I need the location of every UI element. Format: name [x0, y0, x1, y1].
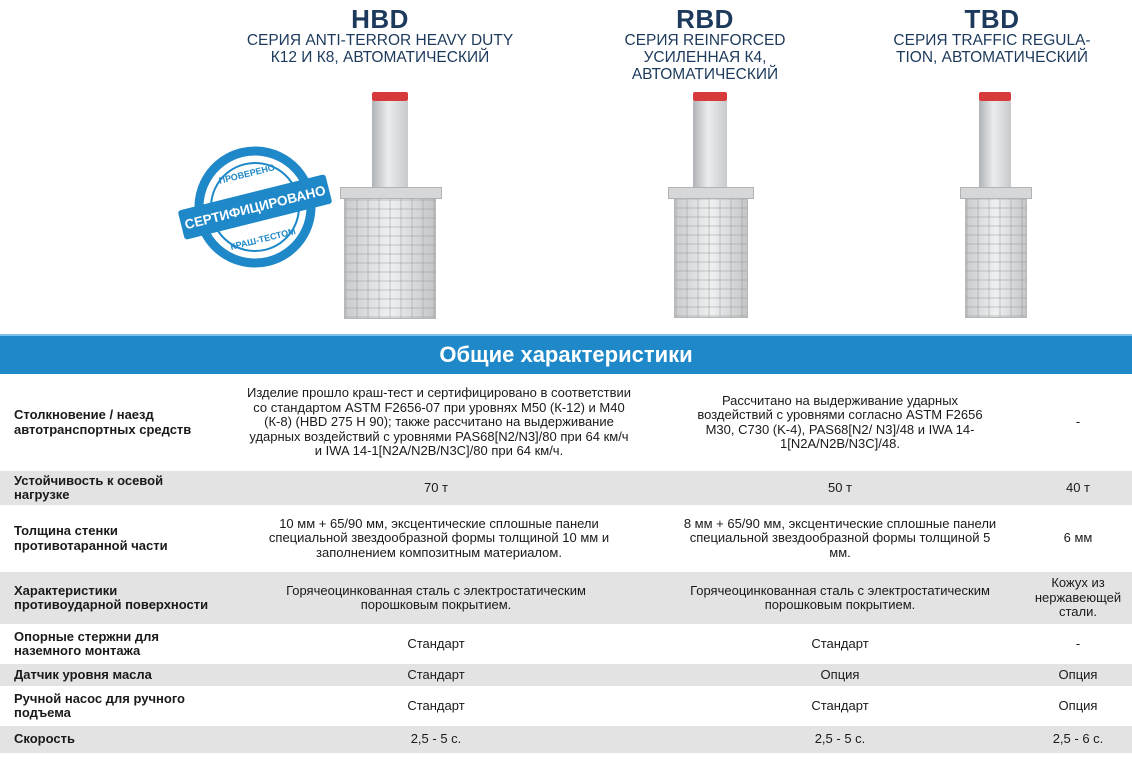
table-row	[0, 725, 1132, 753]
badge-main-text: СЕРТИФИЦИРОВАНО	[183, 182, 328, 233]
row-label: Датчик уровня масла	[0, 663, 216, 688]
product-header-rbd	[580, 6, 830, 83]
hbd-value: Стандарт	[216, 688, 656, 725]
product-header-tbd	[868, 6, 1116, 66]
hbd-value: Изделие прошло краш-тест и сертифицировано в соответствии со стандартом ASTM F2656-07 при уровнях М50 (К-12) и М40 (К-8) (HBD 275 Н 90); также рассчитано на выдерживание ударных воздействий с уровнями PAS68[N2/N3]/80 при 64 км/ч и IWA 14-1[N2A/N2B/N3C]/80 при 64 км/ч.	[216, 376, 656, 470]
product-subtitle-line: TION, АВТОМАТИЧЕСКИЙ	[896, 49, 1088, 66]
row-label: Ручной насос для ручного подъема	[0, 688, 216, 725]
tbd-value: Опция	[1024, 688, 1132, 725]
hbd-value: 70 т	[216, 470, 656, 507]
row-label: Столкновение / наезд автотранспортных средств	[0, 376, 216, 470]
tbd-value: -	[1024, 626, 1132, 663]
row-label: Скорость	[0, 725, 216, 753]
badge-bottom-text: КРАШ-ТЕСТОМ	[229, 226, 297, 252]
tbd-bollard-image	[950, 92, 1040, 332]
hbd-value: Стандарт	[216, 663, 656, 688]
rbd-value: 2,5 - 5 с.	[656, 725, 1024, 753]
hbd-bollard-image	[340, 92, 440, 332]
product-subtitle-line: СЕРИЯ ANTI-TERROR HEAVY DUTY	[246, 32, 514, 49]
rbd-value: 50 т	[656, 470, 1024, 507]
product-subtitle-line: СЕРИЯ TRAFFIC REGULA-	[893, 32, 1091, 49]
product-subtitle-line: СЕРИЯ REINFORCED	[624, 32, 786, 49]
badge-top-text: ПРОВЕРЕНО	[217, 162, 276, 186]
table-row	[0, 688, 1132, 725]
table-row	[0, 470, 1132, 507]
product-name: HBD	[351, 4, 409, 34]
row-label: Опорные стержни для наземного монтажа	[0, 626, 216, 663]
rbd-value: 8 мм + 65/90 мм, эксцентические сплошные панели специальной звездообразной формы толщиной 5 мм.	[656, 507, 1024, 571]
hbd-value: Стандарт	[216, 626, 656, 663]
product-subtitle-line: К12 И К8, АВТОМАТИЧЕСКИЙ	[270, 49, 490, 66]
tbd-value: -	[1024, 376, 1132, 470]
table-row	[0, 626, 1132, 663]
section-title: Общие характеристики	[0, 334, 1132, 374]
product-subtitle-line: АВТОМАТИЧЕСКИЙ	[631, 66, 779, 83]
product-header-hbd	[220, 6, 540, 66]
row-label: Характеристики противоударной поверхности	[0, 571, 216, 626]
table-row	[0, 507, 1132, 571]
hbd-value: Горячеоцинкованная сталь с электростатическим порошковым покрытием.	[216, 571, 656, 626]
rbd-value: Стандарт	[656, 688, 1024, 725]
certified-crash-test-badge	[175, 140, 335, 275]
rbd-value: Горячеоцинкованная сталь с электростатическим порошковым покрытием.	[656, 571, 1024, 626]
hbd-value: 10 мм + 65/90 мм, эксцентические сплошные панели специальной звездообразной формы толщиной 10 мм и заполнением композитным материалом.	[216, 507, 656, 571]
rbd-value: Рассчитано на выдерживание ударных воздействий с уровнями согласно ASTM F2656 M30, C730 (K-4), PAS68[N2/ N3]/48 и IWA 14-1[N2A/N2B/N3C]/48.	[656, 376, 1024, 470]
table-row	[0, 663, 1132, 688]
tbd-value: 40 т	[1024, 470, 1132, 507]
row-label: Устойчивость к осевой нагрузке	[0, 470, 216, 507]
row-label: Толщина стенки противотаранной части	[0, 507, 216, 571]
rbd-value: Опция	[656, 663, 1024, 688]
product-name: RBD	[676, 4, 734, 34]
product-subtitle-line: УСИЛЕННАЯ К4,	[643, 49, 767, 66]
tbd-value: Опция	[1024, 663, 1132, 688]
table-row	[0, 571, 1132, 626]
rbd-value: Стандарт	[656, 626, 1024, 663]
rbd-bollard-image	[660, 92, 760, 332]
tbd-value: 6 мм	[1024, 507, 1132, 571]
spec-table	[0, 374, 1132, 753]
product-name: TBD	[964, 4, 1020, 34]
hbd-value: 2,5 - 5 с.	[216, 725, 656, 753]
table-row	[0, 376, 1132, 470]
tbd-value: Кожух из нержавеющей стали.	[1024, 571, 1132, 626]
tbd-value: 2,5 - 6 с.	[1024, 725, 1132, 753]
